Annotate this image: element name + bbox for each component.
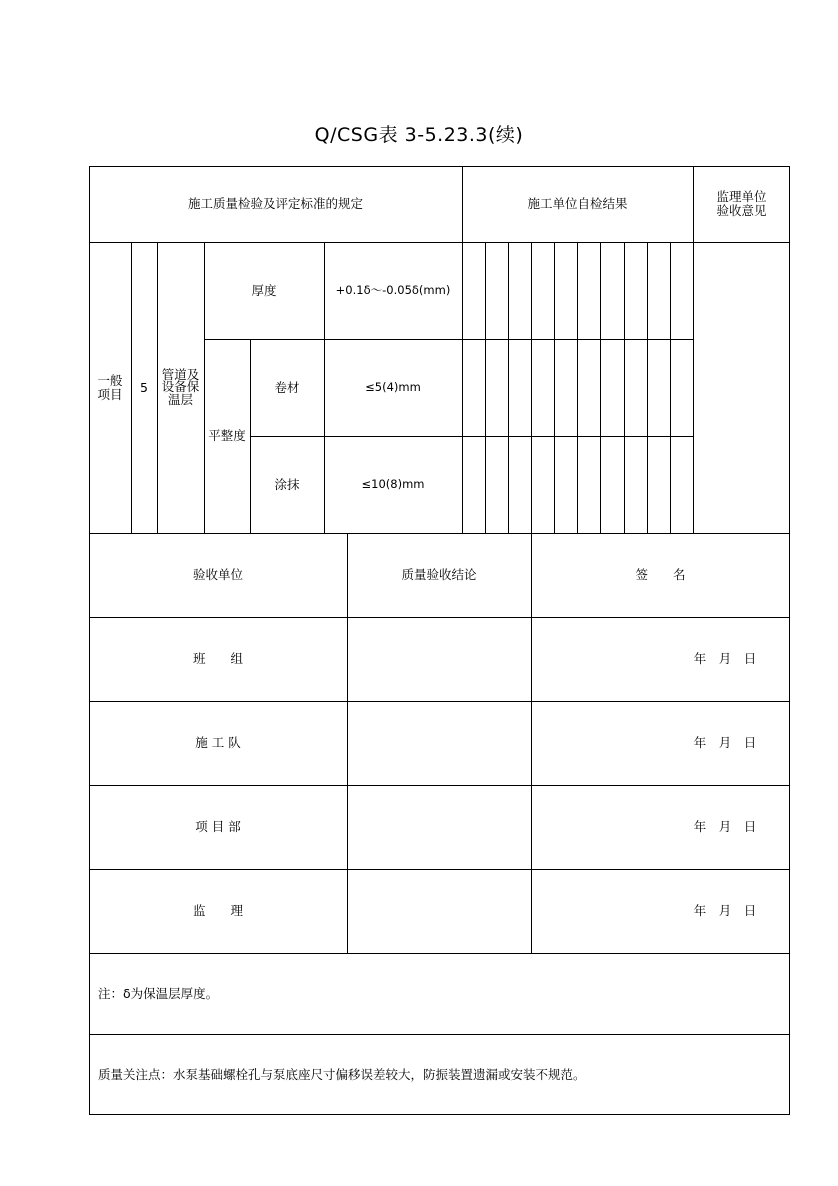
acceptance-date: 年 月 日 [693,651,757,667]
flatness-roll-spec: ≤5(4)mm [365,380,421,395]
category-cell: 一般 项目 [97,372,123,402]
acceptance-unit-project: 项 目 部 [195,819,241,835]
self-check-header: 施工单位自检结果 [527,196,628,212]
quality-focus-note: 质量关注点：水泵基础螺栓孔与泵底座尺寸偏移误差较大，防振装置遗漏或安装不规范。 [98,1066,586,1082]
acceptance-date: 年 月 日 [693,903,757,919]
thickness-label: 厚度 [251,282,277,298]
acceptance-unit-team: 班 组 [192,651,243,667]
acceptance-conclusion-header: 质量验收结论 [401,567,477,583]
flatness-label: 平整度 [208,428,246,444]
flatness-coat-label: 涂抹 [274,476,300,492]
acceptance-unit-header: 验收单位 [192,567,243,583]
page-title: Q/CSG表 3-5.23.3(续) [314,124,524,146]
supervision-header: 监理单位 验收意见 [716,189,767,218]
acceptance-sign-header: 签 名 [635,567,686,583]
standard-header: 施工质量检验及评定标准的规定 [187,196,363,212]
acceptance-unit-crew: 施 工 队 [195,735,241,751]
acceptance-date: 年 月 日 [693,735,757,751]
thickness-spec: +0.1δ～-0.05δ(mm) [335,283,451,298]
acceptance-date: 年 月 日 [693,819,757,835]
flatness-roll-label: 卷材 [274,379,300,395]
flatness-coat-spec: ≤10(8)mm [361,477,425,492]
thickness-note: 注：δ为保温层厚度。 [98,985,219,1001]
item-name: 管道及 设备保 温层 [161,366,200,407]
item-number: 5 [140,379,148,395]
acceptance-unit-supervision: 监 理 [192,903,243,919]
